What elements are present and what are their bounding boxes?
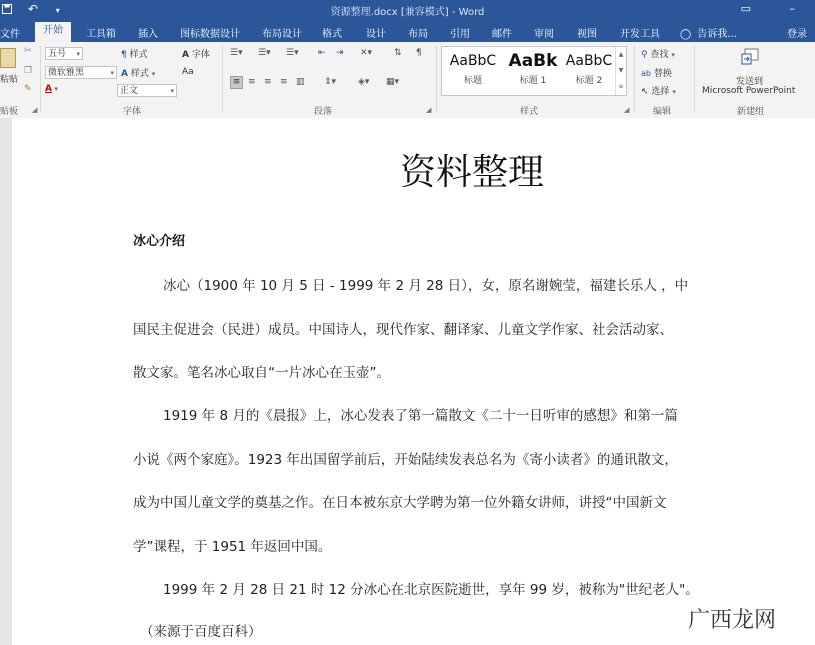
- paragraph-style-value: 正文: [120, 86, 139, 96]
- tab-chart-data-design[interactable]: 图标数据设计: [180, 29, 240, 40]
- cursor-icon: ↖: [641, 87, 649, 97]
- powerpoint-label[interactable]: Microsoft PowerPoint: [702, 86, 796, 96]
- decrease-indent-icon[interactable]: ⇤: [318, 48, 326, 58]
- paragraph-line: 国民主促进会（民进）成员。中国诗人，现代作家、翻译家、儿童文学作家、社会活动家、: [133, 322, 673, 338]
- title-bar: [0, 0, 815, 20]
- font-size-select[interactable]: [45, 47, 83, 60]
- paragraph-line: 冰心（1900 年 10 月 5 日 - 1999 年 2 月 28 日），女，原名谢婉莹，福建长乐人 ，中: [163, 278, 689, 294]
- paragraph-group-label: 段落: [314, 107, 333, 117]
- tab-references[interactable]: 引用: [450, 29, 470, 40]
- styles-dropdown-label: 样式: [130, 69, 149, 79]
- tell-me-label: 告诉我...: [697, 29, 737, 40]
- font-icon: A: [182, 50, 189, 60]
- styles-scroll[interactable]: [615, 47, 626, 95]
- style-preview: AaBk: [508, 51, 558, 71]
- group-separator: [222, 46, 223, 112]
- numbering-icon[interactable]: ☰▾: [258, 48, 271, 58]
- group-separator: [40, 46, 41, 112]
- font-name-value: 微软雅黑: [48, 68, 85, 78]
- minimize-icon[interactable]: –: [789, 2, 795, 15]
- font-name-select[interactable]: [45, 66, 117, 79]
- tell-me-search[interactable]: [680, 25, 737, 40]
- tab-design[interactable]: 设计: [366, 29, 386, 40]
- replace-button[interactable]: [641, 66, 672, 79]
- cut-icon[interactable]: ✂: [24, 46, 32, 56]
- tab-layout[interactable]: 布局: [408, 29, 428, 40]
- send-to-powerpoint-icon[interactable]: [741, 48, 759, 66]
- send-to-label[interactable]: 发送到: [736, 77, 764, 87]
- align-right-icon[interactable]: ≡: [264, 77, 272, 87]
- undo-icon[interactable]: ↶: [27, 2, 38, 16]
- newgroup-group-label: 新建组: [737, 107, 765, 117]
- more-styles-icon[interactable]: ≡: [618, 83, 624, 90]
- tab-insert[interactable]: 插入: [138, 29, 158, 40]
- find-label: 查找: [650, 50, 669, 60]
- watermark: 广西龙网: [686, 603, 778, 634]
- show-marks-icon[interactable]: ¶: [416, 48, 422, 58]
- redo-dropdown-icon[interactable]: ▾: [55, 6, 60, 15]
- multilevel-list-icon[interactable]: ☰▾: [286, 48, 299, 58]
- style-name: 标题: [463, 76, 482, 86]
- ribbon-tabs: [0, 20, 815, 42]
- font-color-button[interactable]: A ▾: [45, 84, 58, 94]
- style-name: 标题 2: [575, 76, 603, 86]
- increase-indent-icon[interactable]: ⇥: [336, 48, 344, 58]
- styles-gallery: [441, 46, 627, 96]
- document-title: 资源整理.docx [兼容模式] - Word: [330, 7, 485, 18]
- font-size-value: 五号: [48, 49, 67, 59]
- group-separator: [436, 46, 437, 112]
- style-preview: AaBbC: [565, 53, 613, 69]
- chevron-down-icon: ▾: [76, 50, 80, 58]
- paragraph-launcher-icon[interactable]: ◢: [426, 106, 432, 114]
- tab-mailings[interactable]: 邮件: [492, 29, 512, 40]
- tab-review[interactable]: 审阅: [534, 29, 554, 40]
- format-painter-icon[interactable]: ✎: [24, 84, 32, 94]
- chevron-down-icon: ▾: [110, 69, 114, 77]
- clipboard-launcher-icon[interactable]: ◢: [32, 106, 38, 114]
- styles-group-label: 样式: [520, 107, 539, 117]
- sort-icon[interactable]: ⇅: [394, 48, 402, 58]
- sign-in-button[interactable]: 登录: [787, 29, 807, 40]
- tab-file[interactable]: 文件: [0, 29, 20, 40]
- tab-format[interactable]: 格式: [322, 29, 342, 40]
- paragraph-line: 散文家。笔名冰心取自“一片冰心在玉壶”。: [133, 365, 390, 381]
- section-title: 冰心介绍: [133, 234, 186, 249]
- chevron-up-icon[interactable]: ▲: [618, 51, 624, 58]
- line-spacing-icon[interactable]: ⇕▾: [324, 77, 337, 87]
- paste-icon[interactable]: [0, 48, 16, 68]
- change-case-button[interactable]: Aa: [182, 67, 194, 77]
- style-preview: AaBbC: [449, 53, 497, 69]
- align-left-icon[interactable]: ≡: [230, 76, 243, 89]
- tab-developer[interactable]: 开发工具: [620, 29, 660, 40]
- editing-group-label: 编辑: [653, 107, 672, 117]
- justify-icon[interactable]: ≡: [280, 77, 288, 87]
- font-group-label: 字体: [123, 107, 142, 117]
- source-note: （来源于百度百科）: [140, 624, 262, 640]
- paragraph-line: 小说《两个家庭》。1923 年出国留学前后，开始陆续发表总名为《寄小读者》的通讯散文，: [133, 452, 678, 468]
- shading-icon[interactable]: ◈▾: [358, 77, 370, 87]
- font-color-icon: A: [45, 84, 52, 94]
- styles-launcher-icon[interactable]: ◢: [624, 106, 630, 114]
- styles-dropdown-button[interactable]: A 样式 ▾: [121, 69, 156, 79]
- search-icon: ⚲: [641, 50, 648, 60]
- paragraph-style-select[interactable]: [117, 84, 177, 97]
- document-page[interactable]: [12, 118, 815, 645]
- chevron-down-icon: ▾: [170, 87, 174, 95]
- document-heading: 资料整理: [399, 152, 544, 193]
- select-label: 选择: [651, 87, 670, 97]
- text-effects-icon: A: [121, 69, 128, 79]
- paragraph-line: 成为中国儿童文学的奠基之作。在日本被东京大学聘为第一位外籍女讲师，讲授“中国新文: [133, 495, 667, 511]
- select-button[interactable]: ↖ 选择 ▾: [641, 87, 676, 97]
- style-title[interactable]: [444, 51, 502, 86]
- borders-icon[interactable]: ▦▾: [386, 77, 400, 87]
- distributed-icon[interactable]: ▥: [296, 77, 305, 87]
- paragraph-line: 1999 年 2 月 28 日 21 时 12 分冰心在北京医院逝世，享年 99 岁，被称为"世纪老人"。: [163, 582, 699, 598]
- font-dialog-button[interactable]: [182, 47, 210, 60]
- font-dialog-label: 字体: [191, 50, 210, 60]
- document-area: [0, 118, 815, 645]
- styles-pane-label: 样式: [129, 50, 148, 60]
- group-separator: [634, 46, 635, 112]
- asian-layout-icon[interactable]: ✕▾: [360, 48, 373, 58]
- tab-toolbox[interactable]: 工具箱: [86, 29, 116, 40]
- tab-home[interactable]: 开始: [35, 22, 71, 42]
- replace-label: 替换: [653, 69, 672, 79]
- bullets-icon[interactable]: ☰▾: [230, 48, 243, 58]
- tab-layout-design[interactable]: 布局设计: [262, 29, 302, 40]
- copy-icon[interactable]: ❐: [24, 66, 33, 76]
- paragraph-line: 1919 年 8 月的《晨报》上，冰心发表了第一篇散文《二十一日听审的感想》和第一篇: [163, 408, 678, 424]
- style-heading-1[interactable]: [504, 51, 562, 86]
- styles-pane-button[interactable]: [121, 47, 148, 60]
- styles-icon: ¶: [121, 50, 127, 60]
- paste-button[interactable]: 粘贴: [0, 75, 19, 85]
- lightbulb-icon: ◯: [680, 29, 692, 40]
- style-heading-2[interactable]: [560, 51, 618, 86]
- find-button[interactable]: ⚲ 查找 ▾: [641, 50, 675, 60]
- chevron-down-icon[interactable]: ▼: [618, 67, 624, 74]
- clipboard-group-label: 贴板: [0, 107, 19, 117]
- group-separator: [694, 46, 695, 112]
- replace-icon: ab: [641, 69, 651, 78]
- paragraph-line: 学”课程，于 1951 年返回中国。: [133, 539, 332, 555]
- tab-view[interactable]: 视图: [577, 29, 597, 40]
- ribbon-display-options-icon[interactable]: ▭: [740, 2, 751, 15]
- style-name: 标题 1: [519, 76, 547, 86]
- align-center-icon[interactable]: ≡: [248, 77, 256, 87]
- ribbon: [0, 42, 815, 119]
